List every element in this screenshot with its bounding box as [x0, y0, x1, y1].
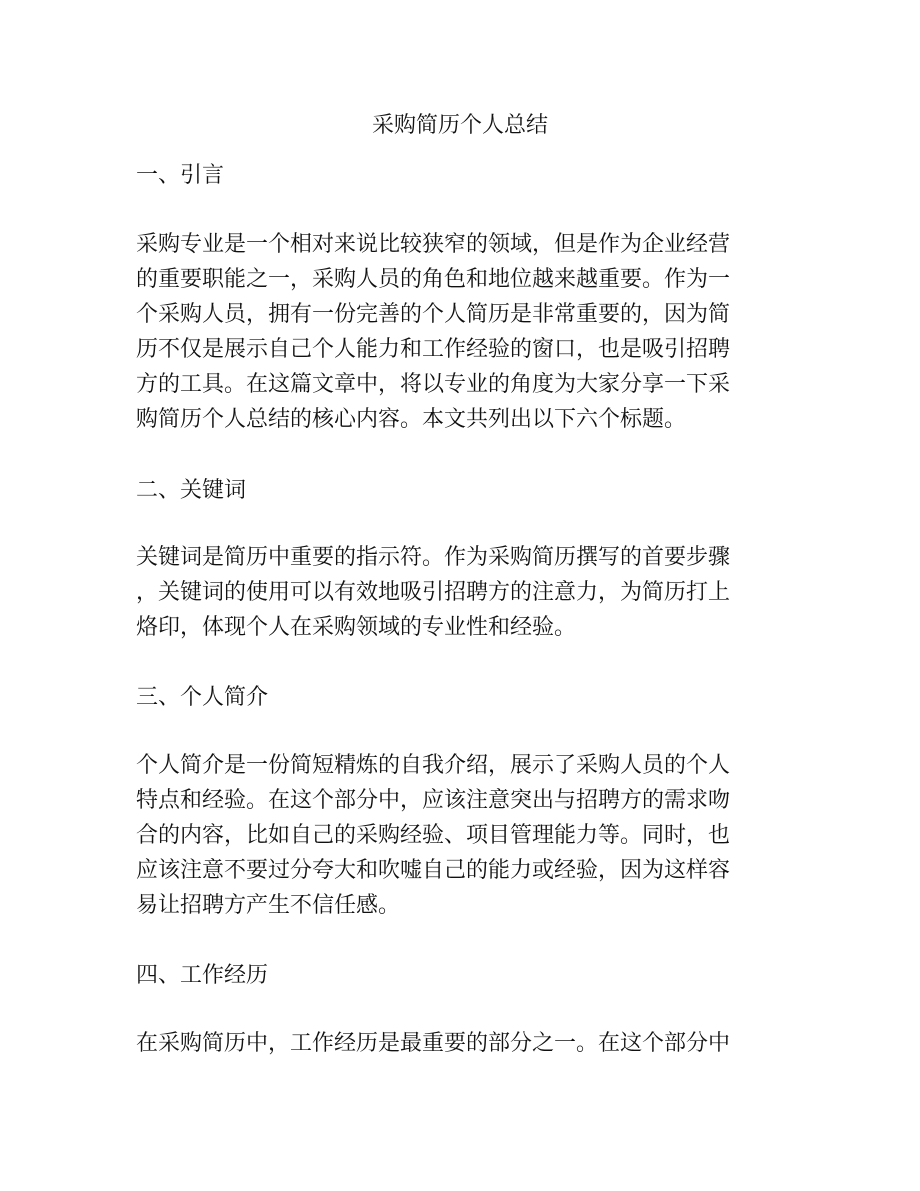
paragraph-line: 个采购人员，拥有一份完善的个人简历是非常重要的，因为简 — [136, 302, 731, 327]
section-heading-work-experience: 四、工作经历 — [136, 963, 269, 988]
paragraph-line: 采购专业是一个相对来说比较狭窄的领域，但是作为企业经营 — [136, 232, 731, 257]
paragraph-line: 的重要职能之一，采购人员的角色和地位越来越重要。作为一 — [136, 267, 731, 292]
paragraph-line: 个人简介是一份简短精炼的自我介绍，展示了采购人员的个人 — [136, 753, 731, 778]
section-heading-profile: 三、个人简介 — [136, 685, 269, 710]
section-heading-intro: 一、引言 — [136, 163, 225, 188]
paragraph-line: 应该注意不要过分夸大和吹嘘自己的能力或经验，因为这样容 — [136, 858, 731, 883]
paragraph-line: 易让招聘方产生不信任感。 — [136, 893, 401, 918]
section-paragraph-work-experience — [136, 1026, 796, 1061]
paragraph-line: ，关键词的使用可以有效地吸引招聘方的注意力，为简历打上 — [136, 580, 731, 605]
section-paragraph-keywords — [136, 540, 796, 645]
paragraph-line: 方的工具。在这篇文章中，将以专业的角度为大家分享一下采 — [136, 372, 731, 397]
paragraph-line: 历不仅是展示自己个人能力和工作经验的窗口，也是吸引招聘 — [136, 337, 731, 362]
section-heading-keywords: 二、关键词 — [136, 478, 247, 503]
paragraph-line: 购简历个人总结的核心内容。本文共列出以下六个标题。 — [136, 407, 687, 432]
paragraph-line: 在采购简历中，工作经历是最重要的部分之一。在这个部分中 — [136, 1031, 731, 1056]
document-title: 采购简历个人总结 — [371, 113, 548, 138]
section-paragraph-profile — [136, 748, 796, 923]
paragraph-line: 烙印，体现个人在采购领域的专业性和经验。 — [136, 615, 577, 640]
paragraph-line: 关键词是简历中重要的指示符。作为采购简历撰写的首要步骤 — [136, 545, 731, 570]
paragraph-line: 特点和经验。在这个部分中，应该注意突出与招聘方的需求吻 — [136, 788, 731, 813]
section-paragraph-intro — [136, 227, 796, 437]
paragraph-line: 合的内容，比如自己的采购经验、项目管理能力等。同时，也 — [136, 823, 731, 848]
